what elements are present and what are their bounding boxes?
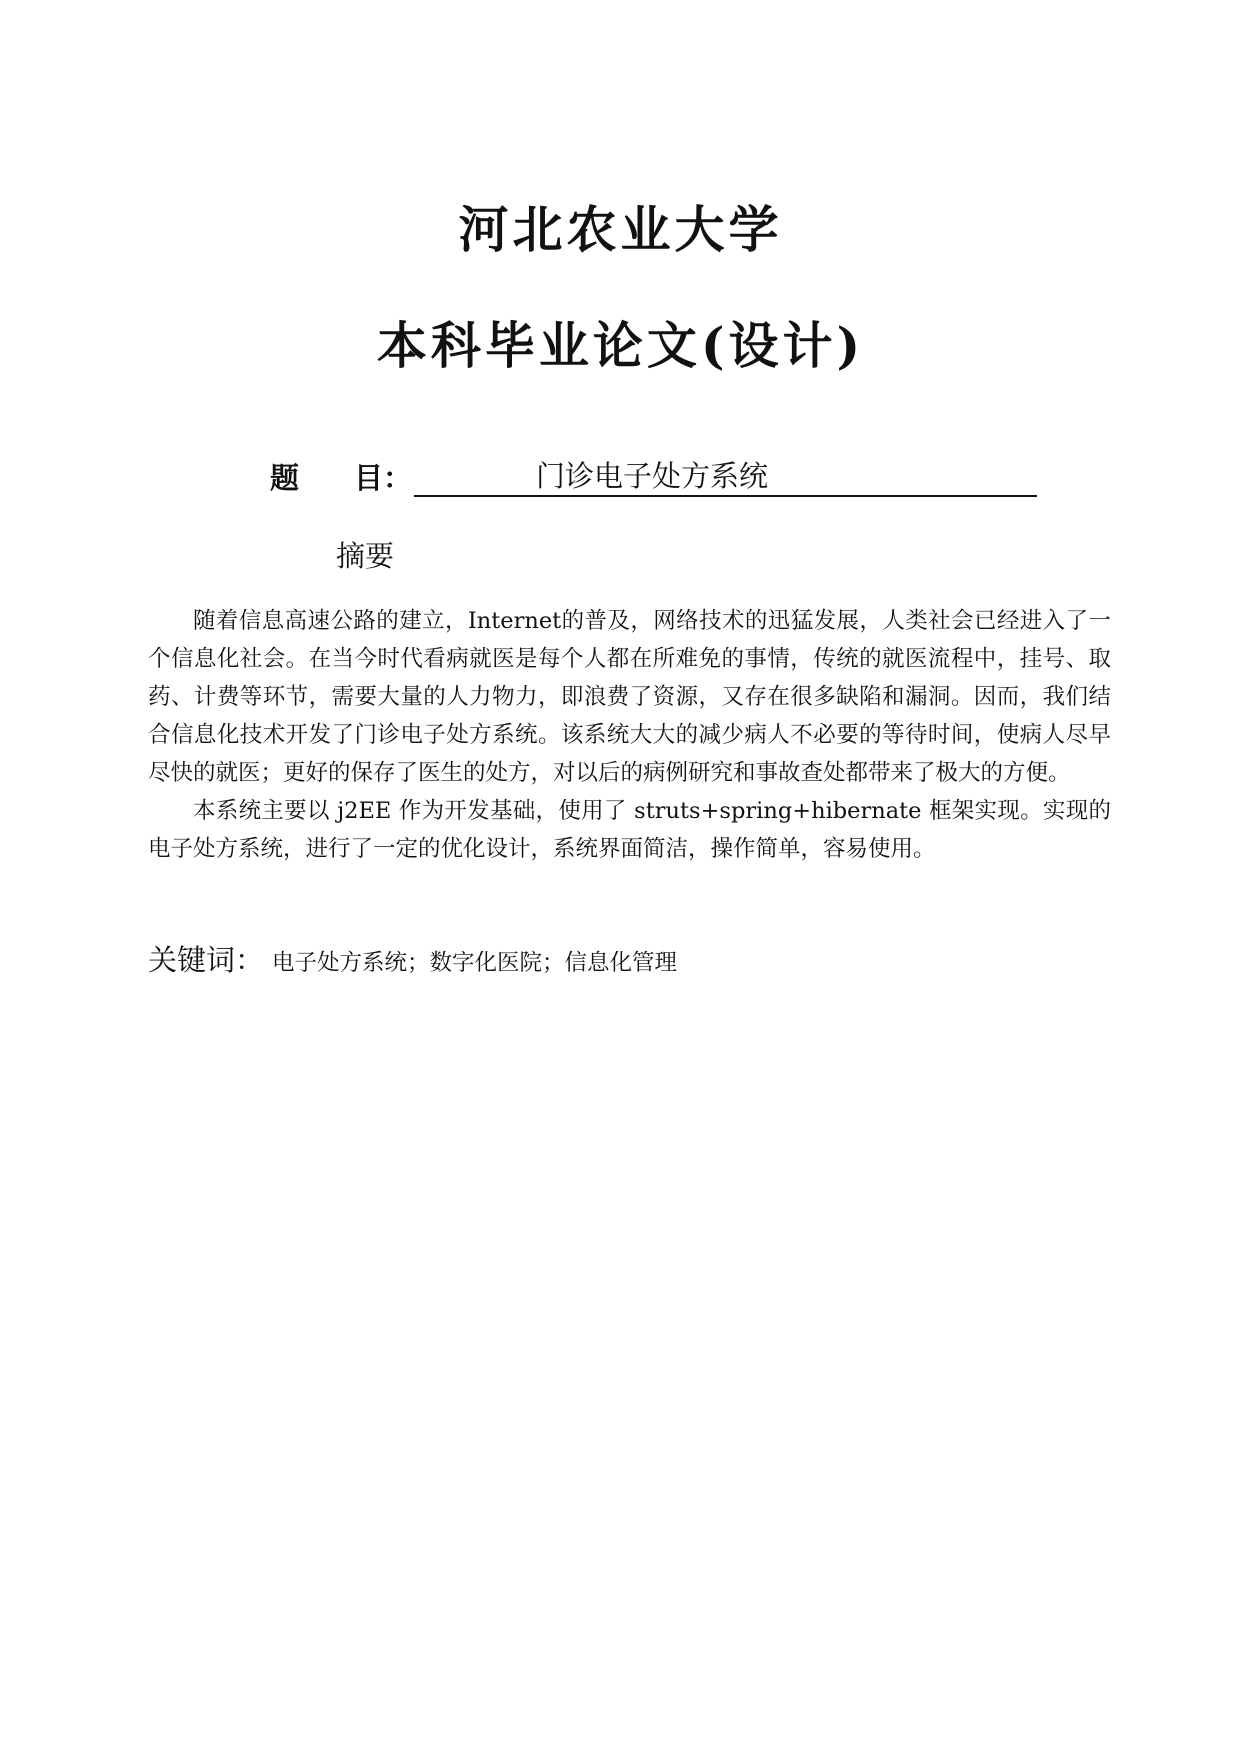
topic-row [270,455,1037,497]
topic-label-right: 目： [353,461,412,495]
keywords-values: 电子处方系统；数字化医院；信息化管理 [272,950,678,976]
abstract-body [148,602,1111,868]
topic-label-left: 题 [270,461,300,495]
university-name: 河北农业大学 [458,200,783,259]
topic-value: 门诊电子处方系统 [414,457,1037,497]
topic-label [270,456,414,497]
abstract-paragraph: 本系统主要以 j2EE 作为开发基础，使用了 struts+spring+hibernate 框架实现。实现的电子处方系统，进行了一定的优化设计，系统界面简洁，操作简单，容易使用。 [148,798,1111,862]
keywords-label: 关键词： [148,943,265,977]
abstract-heading: 摘要 [336,539,395,573]
abstract-paragraph: 随着信息高速公路的建立，Internet的普及，网络技术的迅猛发展，人类社会已经进入了一个信息化社会。在当今时代看病就医是每个人都在所难免的事情，传统的就医流程中，挂号、取药、计费等环节，需要大量的人力物力，即浪费了资源，又存在很多缺陷和漏洞。因而，我们结合信息化技术开发了门诊电子处方系统。该系统大大的减少病人不必要的等待时间，使病人尽早尽快的就医；更好的保存了医生的处方，对以后的病例研究和事故查处都带来了极大的方便。 [148,608,1111,786]
keywords-row [148,938,1108,979]
document-type-title: 本科毕业论文(设计) [376,316,865,375]
